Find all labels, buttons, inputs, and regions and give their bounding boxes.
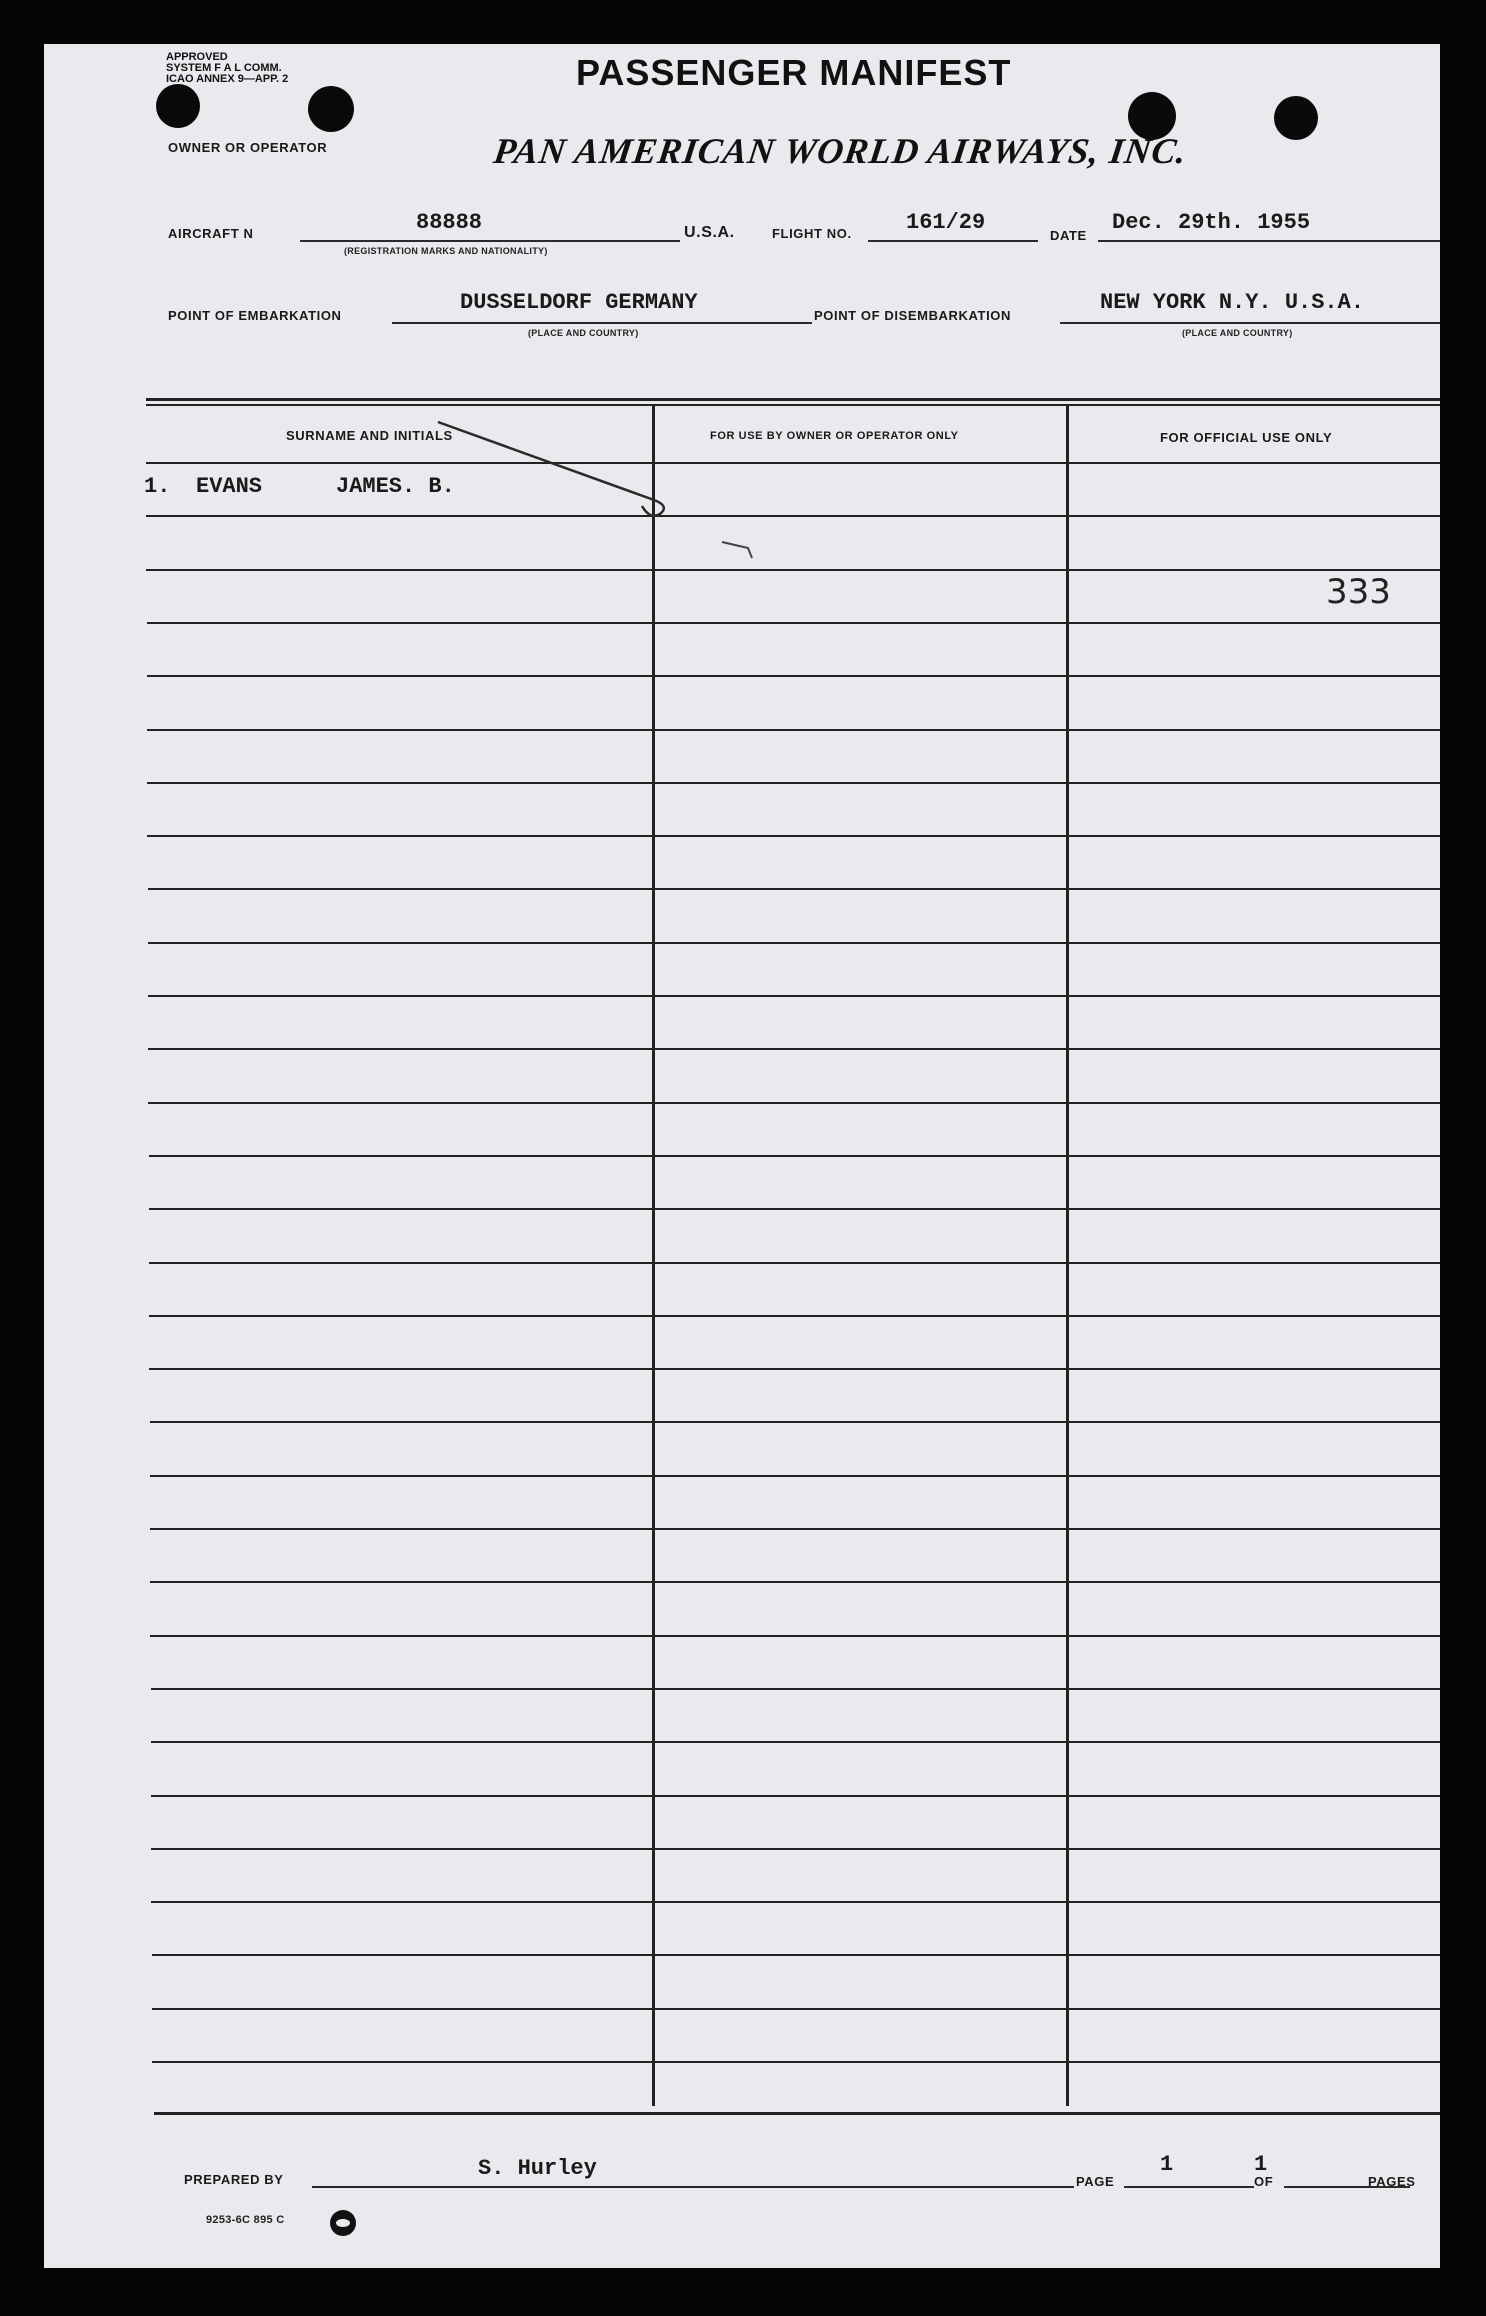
header-surname: SURNAME AND INITIALS (286, 428, 453, 443)
usa-label: U.S.A. (684, 224, 735, 241)
table-row-rule (150, 1475, 1440, 1477)
table-row-rule (150, 1581, 1440, 1583)
aircraft-value: 88888 (416, 210, 483, 235)
table-row-rule (150, 1421, 1440, 1423)
page-label: PAGE (1076, 2174, 1115, 2189)
table-row-rule (149, 1208, 1440, 1210)
table-row-rule (148, 1102, 1440, 1104)
date-label: DATE (1050, 228, 1087, 243)
table-top-rule (146, 398, 1440, 401)
prepared-label: PREPARED BY (184, 2172, 284, 2187)
table-row-rule (147, 729, 1440, 731)
table-row-rule (147, 675, 1440, 677)
passenger-number: 1. (144, 474, 171, 499)
table-row-rule (146, 515, 1440, 517)
owner-label: OWNER OR OPERATOR (168, 140, 328, 155)
table-row-rule (149, 1368, 1440, 1370)
manifest-page (44, 44, 1440, 2268)
prepared-value: S. Hurley (478, 2156, 597, 2181)
date-value: Dec. 29th. 1955 (1112, 210, 1311, 235)
pages-label: PAGES (1368, 2174, 1416, 2189)
table-row-rule (146, 462, 1440, 464)
passenger-initials: JAMES. B. (336, 474, 455, 499)
embark-value: DUSSELDORF GERMANY (460, 290, 698, 315)
table-top-rule-2 (146, 404, 1440, 406)
pen-stroke-mark (434, 414, 674, 524)
table-row-rule (148, 942, 1440, 944)
header-official-use: FOR OFFICIAL USE ONLY (1160, 430, 1333, 445)
of-label: OF (1254, 2174, 1274, 2189)
table-row-rule (149, 1155, 1440, 1157)
date-line (1098, 240, 1440, 242)
flight-value: 161/29 (906, 210, 986, 235)
column-divider-2 (1066, 406, 1069, 2106)
table-row-rule (152, 2061, 1440, 2063)
embark-caption: (PLACE AND COUNTRY) (528, 328, 639, 338)
table-row-rule (148, 995, 1440, 997)
embark-label: POINT OF EMBARKATION (168, 308, 342, 323)
table-row-rule (147, 835, 1440, 837)
approval-line: ICAO ANNEX 9—APP. 2 (166, 73, 289, 85)
page-line (1124, 2186, 1254, 2188)
form-title: PASSENGER MANIFEST (576, 52, 1012, 93)
table-row-rule (151, 1901, 1440, 1903)
table-row-rule (148, 888, 1440, 890)
union-label-icon (328, 2208, 358, 2238)
flight-line (868, 240, 1038, 242)
table-row-rule (147, 782, 1440, 784)
table-row-rule (151, 1741, 1440, 1743)
table-row-rule (151, 1688, 1440, 1690)
disembark-caption: (PLACE AND COUNTRY) (1182, 328, 1293, 338)
table-row-rule (151, 1848, 1440, 1850)
company-name: PAN AMERICAN WORLD AIRWAYS, INC. (491, 131, 1190, 171)
table-row-rule (151, 1795, 1440, 1797)
punch-hole-left (156, 84, 200, 128)
table-row-rule (149, 1315, 1440, 1317)
approval-line: SYSTEM F A L COMM. (166, 62, 282, 74)
approval-block (166, 52, 288, 85)
disembark-label: POINT OF DISEMBARKATION (814, 308, 1011, 323)
embark-line (392, 322, 812, 324)
pen-tick-mark (720, 538, 760, 568)
table-row-rule (149, 1262, 1440, 1264)
passenger-surname: EVANS (196, 474, 263, 499)
punch-hole-right-2 (1274, 96, 1318, 140)
disembark-line (1060, 322, 1440, 324)
table-row-rule (150, 1635, 1440, 1637)
aircraft-line (300, 240, 680, 242)
form-number: 9253-6C 895 C (206, 2214, 285, 2226)
table-row-rule (147, 622, 1440, 624)
aircraft-caption: (REGISTRATION MARKS AND NATIONALITY) (344, 246, 548, 256)
table-row-rule (148, 1048, 1440, 1050)
approval-line: APPROVED (166, 51, 228, 63)
punch-hole-left-2 (308, 86, 354, 132)
page-value: 1 (1160, 2152, 1174, 2177)
column-divider-1 (652, 406, 655, 2106)
flight-label: FLIGHT NO. (772, 226, 852, 241)
official-number: 333 (1326, 572, 1391, 612)
header-owner-use: FOR USE BY OWNER OR OPERATOR ONLY (710, 430, 959, 442)
table-bottom-rule (154, 2112, 1440, 2115)
table-row-rule (146, 569, 1440, 571)
table-row-rule (150, 1528, 1440, 1530)
disembark-value: NEW YORK N.Y. U.S.A. (1100, 290, 1365, 315)
prepared-line (312, 2186, 1074, 2188)
aircraft-label: AIRCRAFT N (168, 226, 254, 241)
table-row-rule (152, 1954, 1440, 1956)
of-value: 1 (1254, 2152, 1268, 2177)
table-row-rule (152, 2008, 1440, 2010)
